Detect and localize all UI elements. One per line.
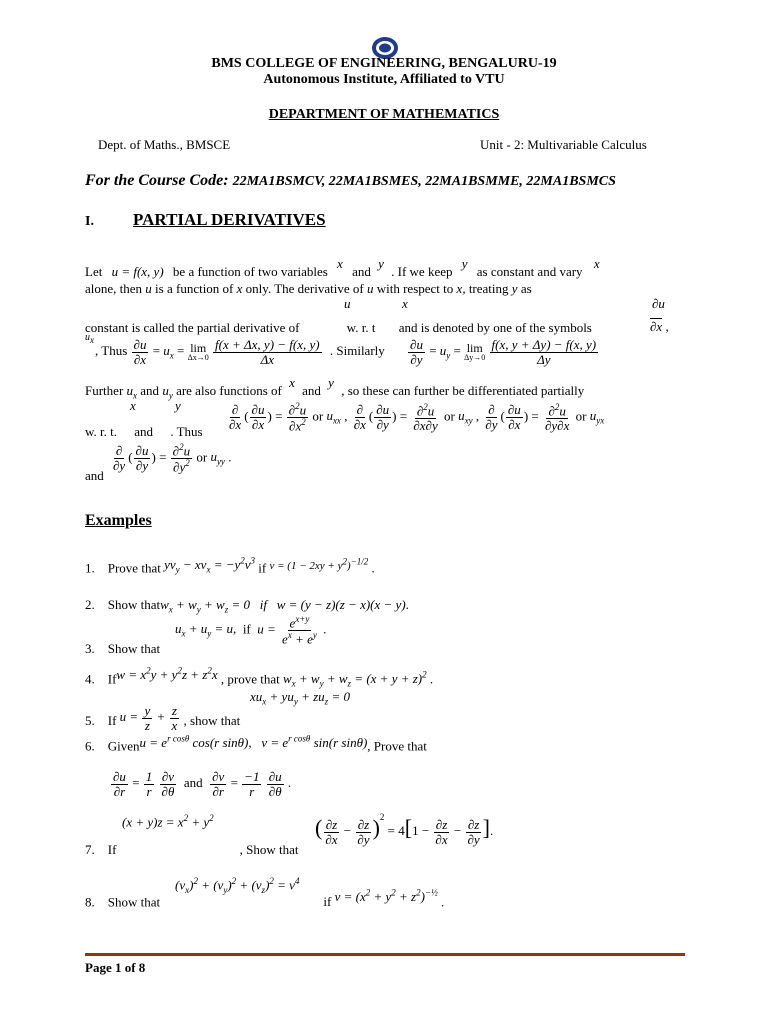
college-name: BMS COLLEGE OF ENGINEERING, BENGALURU-19 [211, 56, 557, 71]
footer-rule [85, 953, 685, 956]
examples-heading: Examples [85, 512, 152, 529]
example-6: 6. Givenu = $e^{r cos\theta}$ cos(r sinθ), $v = e^{r cos\theta}$ sin(r sinθ), Prove that [85, 734, 427, 754]
autonomy-line: Autonomous Institute, Affiliated to VTU [263, 72, 505, 87]
course-line [85, 172, 616, 190]
intro-line-1: Let u = f(x, y) be a function of two variables x and y . If we keep y as constant and vary x [85, 256, 600, 279]
example-2: 2. Show thatw$_x$ + $w_y + w_z = 0$ if w = (y − z)(z − x)(x − y). [85, 597, 409, 615]
partial-x-def: , Thus $\frac{\partial u}{\partial x}$ = $u_x = \lim$ Δx→0 $\frac{f(x + \Delta x, y) - f(x, y)}{\Delta x}$ . Similarly $\frac{\partial u}{\partial y}$ = $u_y = \lim$ Δy→0 $\frac{f(x, y + \Delta y) - f(x, y)}{\Delta y}$ [95, 337, 597, 367]
intro-line-3: constant is called the partial derivative of w. r. t and is denoted by one of the symbols [85, 320, 592, 335]
page-number: Page 1 of 8 [85, 960, 146, 975]
intro-line-6: w. r. t. and . Thus [85, 424, 203, 439]
course-label: For the Course Code: [85, 172, 229, 189]
department-title: DEPARTMENT OF MATHEMATICS [268, 107, 500, 122]
course-codes: 22MA1BSMCV, 22MA1BSMES, 22MA1BSMME, 22MA1BSMCS [232, 174, 616, 189]
uyy-formula: $\frac{\partial}{\partial y}$ ( $\frac{\partial u}{\partial y}$ ) = $\frac{\partial^2u}{\partial y^2}$ or $u_{yy}$ . [113, 442, 232, 475]
example-1: 1. Prove that $yv_y - xv_x = -y^2v^3$ if $^{v = (1 - 2xy + y^2)^{-1/2}}$ . [85, 556, 375, 576]
example-5: 5. If u = $\frac{y}{z}$ + $\frac{z}{x}$ , show that [85, 703, 241, 733]
example-3: 3. Show that [85, 641, 161, 656]
example-7: 7. If , Show that [85, 842, 299, 857]
unit-label: Unit - 2: Multivariable Calculus [480, 137, 647, 152]
example-8: 8. Show that if $v = (x^2 + y^2 + z^2)^{-\frac{1}{2}}$ . [85, 888, 445, 910]
section-number: I. [85, 214, 94, 229]
example-6-result: $\frac{\partial u}{\partial r}$ = $\frac{1}{r}$ $\frac{\partial v}{\partial\theta}$ and $\frac{\partial v}{\partial r}$ = $\frac{-1}{r}$ $\frac{\partial u}{\partial\theta}$ . [113, 769, 292, 799]
intro-line-5: Further $u_x$ and $u_y$ are also functions of x and y , so these can further be differentiated partially [85, 375, 585, 401]
intro-line-2: alone, then u is a function of x only. The derivative of u with respect to x, treating y as [85, 281, 532, 296]
second-derivatives: $\frac{\partial}{\partial x}$ ( $\frac{\partial u}{\partial x}$ ) = $\frac{\partial^2u}{\partial x^2}$ or $u_{xx}$ , $\frac{\partial}{\partial x}$ ( $\frac{\partial u}{\partial y}$ ) = $\frac{\partial^2u}{\partial x\partial y}$ or $u_{xy}$ , $\frac{\partial}{\partial y}$ ( $\frac{\partial u}{\partial x}$ ) = $\frac{\partial^2u}{\partial y\partial x}$ or $u_{yx}$ [229, 401, 605, 434]
dept-short: Dept. of Maths., BMSCE [98, 137, 231, 152]
section-title: PARTIAL DERIVATIVES [133, 210, 326, 229]
example-4: 4. Ifw = $x^2y + y^2z + z^2x$ , prove that $w_x + w_y + w_z = (x + y + z)^2$ . [85, 666, 434, 689]
